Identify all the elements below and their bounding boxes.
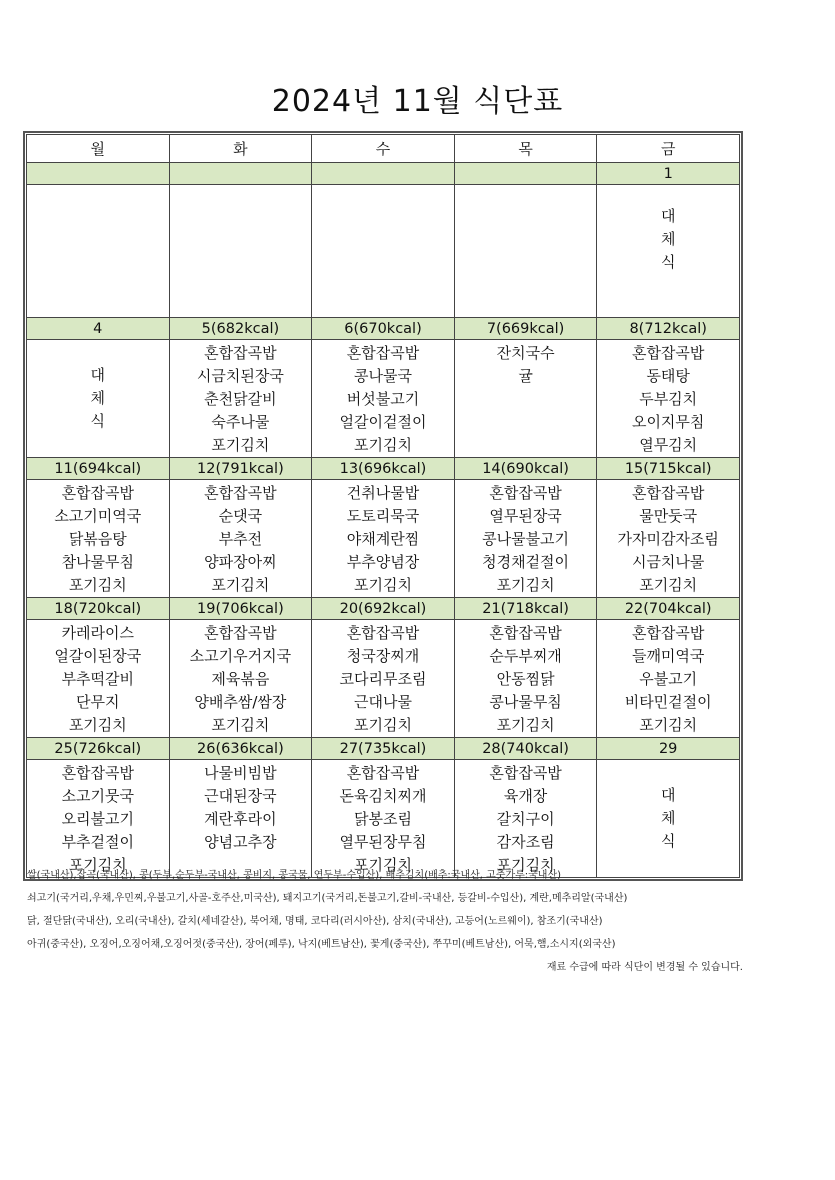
- menu-item: 가자미감자조림: [617, 530, 719, 548]
- menu-cell: [27, 185, 170, 318]
- menu-cell: [27, 480, 170, 598]
- menu-item: 야채계란찜: [346, 530, 420, 548]
- menu-item: 콩나물무침: [489, 693, 562, 711]
- menu-item: 혼합잡곡밥: [489, 764, 562, 782]
- menu-item: 포기김치: [68, 576, 127, 594]
- menu-item: 나물비빔밥: [204, 764, 277, 782]
- menu-item: 포기김치: [639, 716, 698, 734]
- menu-item: 건취나물밥: [346, 484, 420, 502]
- menu-item: 혼합잡곡밥: [489, 484, 562, 502]
- menu-cell: [597, 480, 740, 598]
- menu-row: [27, 340, 740, 458]
- menu-item: 대: [660, 207, 676, 225]
- date-cell: 4: [27, 318, 170, 340]
- menu-item: 우불고기: [639, 670, 698, 688]
- menu-item: 잔치국수: [496, 344, 555, 362]
- menu-item: 동태탕: [646, 367, 690, 385]
- menu-item: 감자조림: [496, 833, 555, 851]
- date-cell: [27, 163, 170, 185]
- menu-item: 부추양념장: [346, 553, 420, 571]
- menu-cell: [454, 480, 597, 598]
- menu-item: 얼갈이된장국: [54, 647, 142, 665]
- date-cell: 1: [597, 163, 740, 185]
- menu-item: 참나물무침: [61, 553, 135, 571]
- date-cell: 21(718kcal): [454, 598, 597, 620]
- menu-item: 두부김치: [639, 390, 698, 408]
- day-header: 월: [27, 135, 170, 163]
- menu-item: 식: [90, 412, 106, 430]
- menu-cell: [312, 340, 455, 458]
- menu-item: 체: [660, 809, 676, 827]
- date-cell: [312, 163, 455, 185]
- disclaimer: 재료 수급에 따라 식단이 변경될 수 있습니다.: [546, 962, 743, 973]
- menu-cell: [597, 760, 740, 878]
- menu-item: 춘천닭갈비: [204, 390, 277, 408]
- menu-row: [27, 185, 740, 318]
- date-cell: 8(712kcal): [597, 318, 740, 340]
- menu-item: 도토리묵국: [346, 507, 420, 525]
- menu-item: 닭볶음탕: [68, 530, 127, 548]
- menu-item: 양파장아찌: [204, 553, 277, 571]
- menu-item: 포기김치: [211, 436, 270, 454]
- origin-note: 닭, 절단닭(국내산), 오리(국내산), 갈치(세네갈산), 북어채, 명태, 코다리(러시아산), 삼치(국내산), 고등어(노르웨이), 참조기(국내산): [27, 916, 603, 927]
- date-cell: 13(696kcal): [312, 458, 455, 480]
- menu-item: 부추떡갈비: [61, 670, 135, 688]
- menu-item: 열무된장무침: [339, 833, 427, 851]
- menu-item: 부추전: [218, 530, 263, 548]
- date-row: [27, 458, 740, 480]
- menu-item: 체: [90, 389, 106, 407]
- day-header-row: [27, 135, 740, 163]
- day-header: 수: [312, 135, 455, 163]
- menu-cell: [312, 480, 455, 598]
- menu-item: 포기김치: [639, 576, 698, 594]
- menu-item: 열무김치: [639, 436, 698, 454]
- menu-item: 양념고추장: [204, 833, 277, 851]
- menu-item: 포기김치: [68, 716, 127, 734]
- menu-item: 포기김치: [496, 716, 555, 734]
- menu-item: 소고기뭇국: [61, 787, 135, 805]
- date-cell: 12(791kcal): [169, 458, 312, 480]
- origin-note: 쌀(국내산),잡곡(국내산), 콩(두부,순두부-국내산, 콩비지, 콩국물, 연두부-수입산), 배추김치(배추:국내산, 고춧가루:국내산): [27, 870, 562, 881]
- day-header: 화: [169, 135, 312, 163]
- menu-item: 양배추쌈/쌈장: [194, 693, 287, 711]
- menu-item: 식: [660, 832, 676, 850]
- origin-note: 아귀(중국산), 오징어,오징어채,오징어젓(중국산), 장어(페루), 낙지(베트남산), 꽃게(중국산), 쭈꾸미(베트남산), 어묵,햄,소시지(외국산): [27, 939, 616, 950]
- menu-item: 대: [660, 786, 676, 804]
- menu-item: 포기김치: [68, 856, 127, 874]
- menu-item: 혼합잡곡밥: [631, 624, 705, 642]
- week-body: [27, 163, 740, 878]
- menu-item: 숙주나물: [211, 413, 270, 431]
- menu-item: 단무지: [76, 693, 120, 711]
- menu-item: 물만둣국: [639, 507, 698, 525]
- menu-item: 포기김치: [354, 436, 412, 454]
- menu-item: 콩나물불고기: [482, 530, 570, 548]
- menu-item: 버섯불고기: [346, 390, 420, 408]
- day-header: 금: [597, 135, 740, 163]
- menu-item: 식: [660, 253, 676, 271]
- date-cell: 28(740kcal): [454, 738, 597, 760]
- menu-item: 소고기미역국: [54, 507, 142, 525]
- menu-item: 혼합잡곡밥: [61, 764, 135, 782]
- date-cell: 15(715kcal): [597, 458, 740, 480]
- menu-item: 대: [90, 366, 106, 384]
- menu-item: 포기김치: [496, 576, 555, 594]
- menu-item: 계란후라이: [204, 810, 277, 828]
- menu-cell: [27, 340, 170, 458]
- date-row: [27, 318, 740, 340]
- date-cell: [169, 163, 312, 185]
- menu-item: 안동찜닭: [496, 670, 555, 688]
- menu-item: 돈육김치찌개: [339, 787, 427, 805]
- menu-cell: [454, 760, 597, 878]
- menu-item: 혼합잡곡밥: [61, 484, 135, 502]
- menu-cell: [454, 620, 597, 738]
- menu-cell: [169, 480, 312, 598]
- menu-item: 코다리무조림: [339, 670, 427, 688]
- menu-cell: [312, 760, 455, 878]
- date-cell: 27(735kcal): [312, 738, 455, 760]
- menu-item: 혼합잡곡밥: [631, 484, 705, 502]
- day-header: 목: [454, 135, 597, 163]
- menu-cell: [454, 340, 597, 458]
- menu-cell: [312, 185, 455, 318]
- menu-item: 카레라이스: [61, 624, 135, 642]
- menu-item: 포기김치: [354, 716, 412, 734]
- date-cell: [454, 163, 597, 185]
- menu-row: [27, 620, 740, 738]
- menu-item: 포기김치: [496, 856, 555, 874]
- date-cell: 11(694kcal): [27, 458, 170, 480]
- menu-cell: [169, 760, 312, 878]
- menu-item: 들깨미역국: [631, 647, 705, 665]
- menu-item: 포기김치: [211, 716, 270, 734]
- menu-item: 청국장찌개: [346, 647, 420, 665]
- menu-item: 혼합잡곡밥: [346, 344, 420, 362]
- menu-item: 순댓국: [218, 507, 263, 525]
- menu-item: 포기김치: [211, 576, 270, 594]
- menu-row: [27, 760, 740, 878]
- menu-item: 포기김치: [354, 576, 412, 594]
- menu-item: 혼합잡곡밥: [489, 624, 562, 642]
- menu-item: 시금치된장국: [196, 367, 284, 385]
- date-cell: 7(669kcal): [454, 318, 597, 340]
- date-cell: 29: [597, 738, 740, 760]
- menu-cell: [312, 620, 455, 738]
- page-title: 2024년 11월 식단표: [271, 84, 564, 119]
- menu-item: 얼갈이겉절이: [339, 413, 427, 431]
- menu-item: 혼합잡곡밥: [204, 484, 277, 502]
- menu-item: 귤: [518, 367, 533, 385]
- date-cell: 26(636kcal): [169, 738, 312, 760]
- menu-item: 제육볶음: [211, 670, 270, 688]
- date-cell: 25(726kcal): [27, 738, 170, 760]
- menu-cell: [169, 340, 312, 458]
- date-row: [27, 598, 740, 620]
- menu-item: 열무된장국: [489, 507, 562, 525]
- menu-cell: [597, 340, 740, 458]
- menu-cell: [454, 185, 597, 318]
- menu-table-frame: [23, 131, 743, 881]
- menu-item: 부추겉절이: [61, 833, 135, 851]
- menu-table: [26, 134, 740, 878]
- menu-cell: [27, 620, 170, 738]
- menu-item: 오리불고기: [61, 810, 135, 828]
- date-cell: 20(692kcal): [312, 598, 455, 620]
- date-cell: 18(720kcal): [27, 598, 170, 620]
- menu-item: 혼합잡곡밥: [204, 624, 277, 642]
- menu-item: 닭봉조림: [354, 810, 412, 828]
- menu-item: 비타민겉절이: [624, 693, 712, 711]
- menu-item: 혼합잡곡밥: [346, 764, 420, 782]
- menu-item: 육개장: [503, 787, 548, 805]
- menu-item: 소고기우거지국: [189, 647, 292, 665]
- date-row: [27, 738, 740, 760]
- date-cell: 6(670kcal): [312, 318, 455, 340]
- date-row: [27, 163, 740, 185]
- origin-notes: [27, 864, 747, 979]
- menu-item: 근대된장국: [204, 787, 277, 805]
- menu-item: 갈치구이: [496, 810, 555, 828]
- menu-item: 혼합잡곡밥: [346, 624, 420, 642]
- menu-cell: [597, 620, 740, 738]
- menu-item: 혼합잡곡밥: [204, 344, 277, 362]
- menu-item: 순두부찌개: [489, 647, 562, 665]
- origin-note: 쇠고기(국거리,우채,우민찌,우불고기,사골-호주산,미국산), 돼지고기(국거리,돈불고기,갈비-국내산, 등갈비-수입산), 계란,메추리알(국내산): [27, 893, 628, 904]
- menu-item: 오이지무침: [631, 413, 705, 431]
- date-cell: 14(690kcal): [454, 458, 597, 480]
- menu-cell: [597, 185, 740, 318]
- menu-item: 체: [660, 230, 676, 248]
- menu-item: 청경채겉절이: [482, 553, 570, 571]
- menu-item: 콩나물국: [354, 367, 412, 385]
- menu-cell: [169, 620, 312, 738]
- menu-row: [27, 480, 740, 598]
- menu-item: 근대나물: [354, 693, 412, 711]
- menu-item: 혼합잡곡밥: [631, 344, 705, 362]
- date-cell: 5(682kcal): [169, 318, 312, 340]
- date-cell: 22(704kcal): [597, 598, 740, 620]
- menu-item: 시금치나물: [631, 553, 705, 571]
- menu-cell: [169, 185, 312, 318]
- menu-item: 포기김치: [354, 856, 412, 874]
- date-cell: 19(706kcal): [169, 598, 312, 620]
- menu-cell: [27, 760, 170, 878]
